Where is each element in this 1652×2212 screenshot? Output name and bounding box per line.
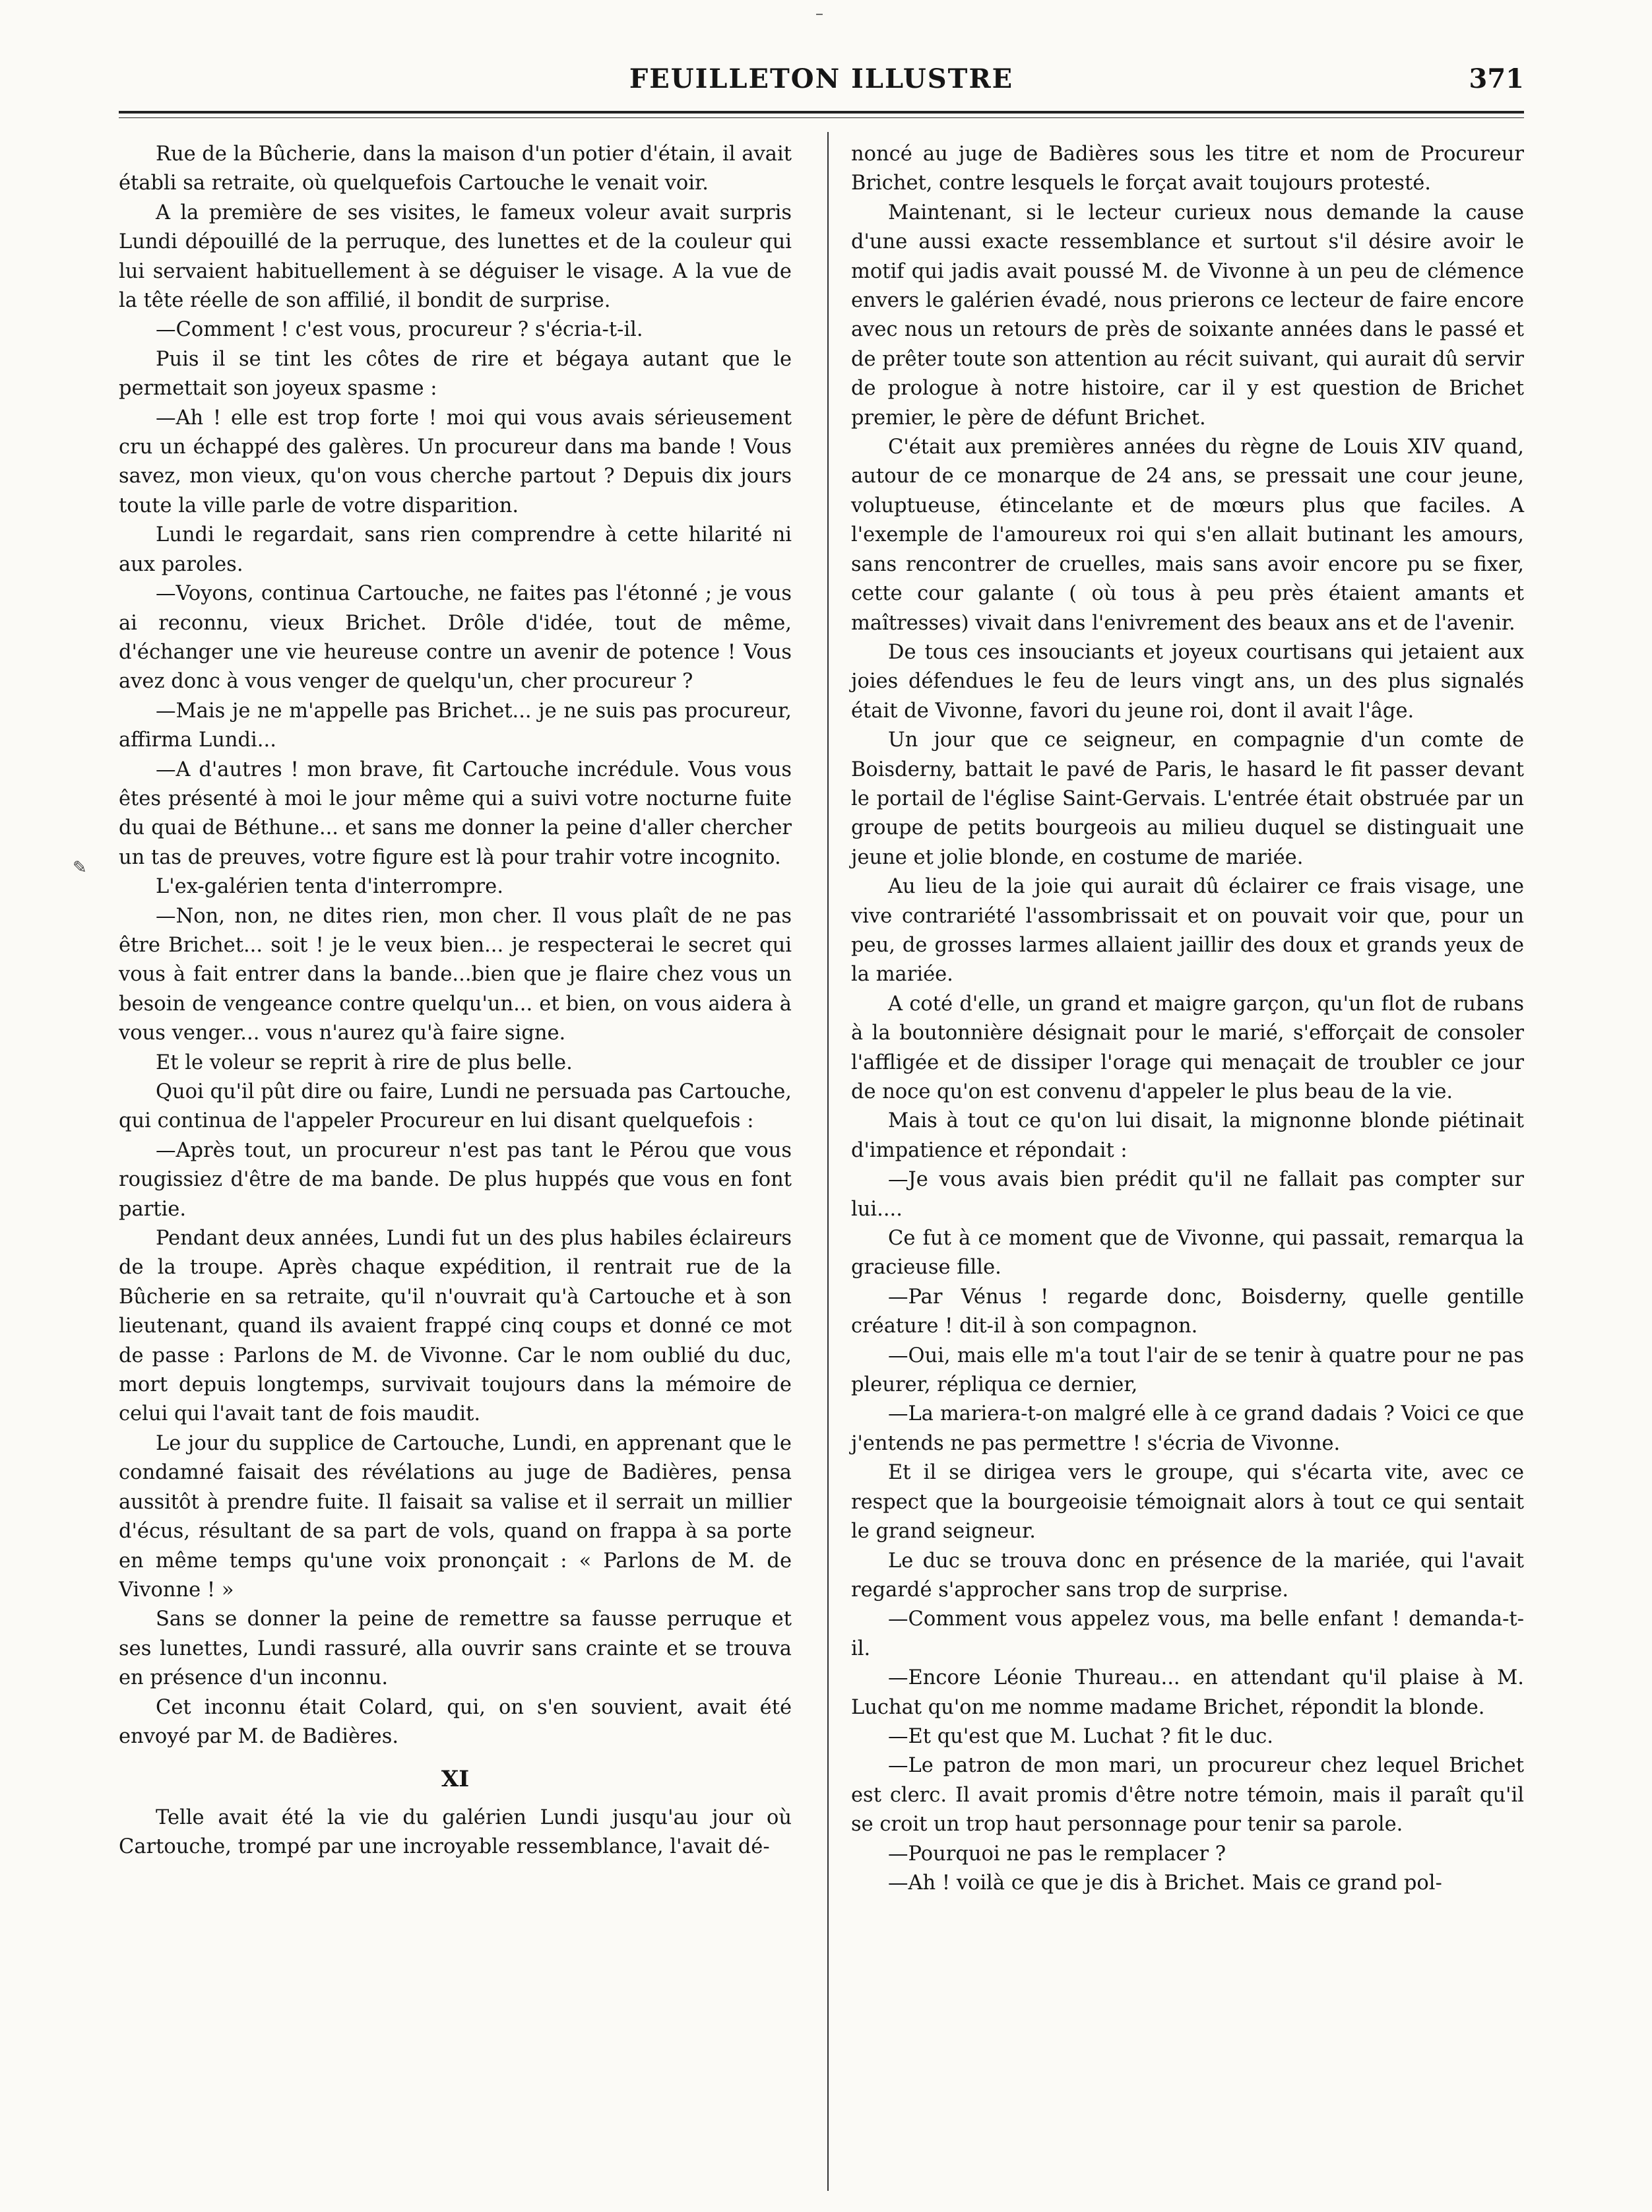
paragraph: Maintenant, si le lecteur curieux nous demande la cause d'une aussi exacte ressemblance et surtout s'il désire avoir le motif qui jadis avait poussé M. de Vivonne à un peu de clémence envers le galérien évadé, nous prierons ce lecteur de faire encore avec nous un retours de près de soixante années dans le passé et de prêter toute son attention au récit suivant, qui aurait dû servir de prologue à notre histoire, car il y est question de Brichet premier, le père de défunt Brichet. (851, 201, 1524, 430)
paragraph: Le duc se trouva donc en présence de la mariée, qui l'avait regardé s'approcher sans trop de surprise. (851, 1549, 1524, 1602)
paragraph: Au lieu de la joie qui aurait dû éclairer ce frais visage, une vive contrariété l'assombrissait et on pouvait voir que, pour un peu, de grosses larmes allaient jaillir des doux et grands yeux de la mariée. (851, 875, 1524, 987)
paragraph: Pendant deux années, Lundi fut un des plus habiles éclaireurs de la troupe. Après chaque expédition, il rentrait rue de la Bûcherie en sa retraite, qu'il n'ouvrait qu'à Cartouche et à son lieutenant, quand ils avaient frappé cinq coups et donné ce mot de passe : Parlons de M. de Vivonne. Car le nom oublié du duc, mort depuis longtemps, survivait toujours dans la mémoire de celui qui l'avait tant de fois maudit. (119, 1227, 792, 1426)
paragraph: C'était aux premières années du règne de Louis XIV quand, autour de ce monarque de 24 ans, se pressait une cour jeune, voluptueuse, étincelante et de mœurs plus que faciles. A l'exemple de l'amoureux roi qui s'en allait butinant les amours, sans rencontrer de cruelles, mais sans avoir encore pu se fixer, cette cour galante ( où tous à peu près étaient amants et maîtresses) vivait dans l'enivrement des beaux ans et de l'avenir. (851, 436, 1524, 635)
paragraph: Puis il se tint les côtes de rire et bégaya autant que le permettait son joyeux spasme : (119, 347, 792, 401)
paragraph: —Ah ! elle est trop forte ! moi qui vous avais sérieusement cru un échappé des galères. Un procureur dans ma bande ! Vous savez, mon vieux, qu'on vous cherche partout ? Depuis dix jours toute la ville parle de votre disparition. (119, 406, 792, 517)
column-divider (827, 132, 829, 2191)
paragraph: Quoi qu'il pût dire ou faire, Lundi ne persuada pas Cartouche, qui continua de l'appeler Procureur en lui disant quelquefois : (119, 1080, 792, 1133)
left-paragraphs (119, 140, 792, 1751)
margin-annotation: ✎ (73, 858, 87, 878)
left-after-heading (119, 1804, 792, 1862)
paragraph: —Mais je ne m'appelle pas Brichet... je ne suis pas procureur, affirma Lundi... (119, 699, 792, 752)
paragraph: —Après tout, un procureur n'est pas tant le Pérou que vous rougissiez d'être de ma bande. De plus huppés que vous en font partie. (119, 1138, 792, 1221)
paragraph: —Oui, mais elle m'a tout l'air de se tenir à quatre pour ne pas pleurer, répliqua ce dernier, (851, 1344, 1524, 1397)
paragraph: —Le patron de mon mari, un procureur chez lequel Brichet est clerc. Il avait promis d'être notre témoin, mais il paraît qu'il se croit un trop haut personnage pour tenir sa parole. (851, 1754, 1524, 1837)
paragraph: Rue de la Bûcherie, dans la maison d'un potier d'étain, il avait établi sa retraite, où quelquefois Cartouche le venait voir. (119, 143, 792, 195)
paragraph: noncé au juge de Badières sous les titre et nom de Procureur Brichet, contre lesquels le forçat avait toujours protesté. (851, 143, 1524, 195)
section-heading: XI (441, 1766, 470, 1793)
paragraph: Et le voleur se reprit à rire de plus belle. (156, 1051, 573, 1074)
paragraph: Le jour du supplice de Cartouche, Lundi, en apprenant que le condamné faisait des révélations au juge de Badières, pensa aussitôt à prendre fuite. Il faisait sa valise et il serrait un millier d'écus, résultant de sa part de vols, quand on frappa à sa porte en même temps qu'une voix prononçait : « Parlons de M. de Vivonne ! » (119, 1431, 792, 1602)
paragraph: —Voyons, continua Cartouche, ne faites pas l'étonné ; je vous ai reconnu, vieux Brichet. Drôle d'idée, tout de même, d'échanger une vie heureuse contre un avenir de potence ! Vous avez donc à vous venger de quelqu'un, cher procureur ? (119, 582, 792, 694)
paragraph: Lundi le regardait, sans rien comprendre à cette hilarité ni aux paroles. (119, 523, 792, 576)
top-dash-mark: – (815, 4, 823, 22)
left-column (119, 140, 792, 1862)
paragraph: Sans se donner la peine de remettre sa fausse perruque et ses lunettes, Lundi rassuré, alla ouvrir sans crainte et se trouva en présence d'un inconnu. (119, 1608, 792, 1690)
paragraph: —La mariera-t-on malgré elle à ce grand dadais ? Voici ce que j'entends ne pas permettre ! s'écria de Vivonne. (851, 1402, 1524, 1455)
paragraph: Mais à tout ce qu'on lui disait, la mignonne blonde piétinait d'impatience et répondait : (851, 1109, 1524, 1162)
paragraph: —Pourquoi ne pas le remplacer ? (888, 1842, 1226, 1866)
paragraph: —Ah ! voilà ce que je dis à Brichet. Mais ce grand pol- (888, 1871, 1442, 1895)
right-column (851, 140, 1524, 1898)
paragraph: Ce fut à ce moment que de Vivonne, qui passait, remarqua la gracieuse fille. (851, 1227, 1524, 1280)
paragraph: —Encore Léonie Thureau... en attendant qu'il plaise à M. Luchat qu'on me nomme madame Brichet, répondit la blonde. (851, 1666, 1524, 1719)
paragraph: —A d'autres ! mon brave, fit Cartouche incrédule. Vous vous êtes présenté à moi le jour même qui a suivi votre nocturne fuite du quai de Béthune... et sans me donner la peine d'aller chercher un tas de preuves, votre figure est là pour trahir votre incognito. (119, 758, 792, 869)
paragraph: A coté d'elle, un grand et maigre garçon, qu'un flot de rubans à la boutonnière désignait pour le marié, s'efforçait de consoler l'affligée et de dissiper l'orage qui menaçait de troubler ce jour de noce qu'on est convenu d'appeler le plus beau de la vie. (851, 992, 1524, 1103)
paragraph: A la première de ses visites, le fameux voleur avait surpris Lundi dépouillé de la perruque, des lunettes et de la couleur qui lui servaient habituellement à se déguiser le visage. A la vue de la tête réelle de son affilié, il bondit de surprise. (119, 201, 792, 313)
paragraph: Cet inconnu était Colard, qui, on s'en souvient, avait été envoyé par M. de Badières. (119, 1695, 792, 1748)
paragraph: Un jour que ce seigneur, en compagnie d'un comte de Boisderny, battait le pavé de Paris, le hasard le fit passer devant le portail de l'église Saint-Gervais. L'entrée était obstruée par un groupe de petits bourgeois au milieu duquel se distinguait une jeune et jolie blonde, en costume de mariée. (851, 729, 1524, 869)
paragraph: Telle avait été la vie du galérien Lundi jusqu'au jour où Cartouche, trompé par une incroyable ressemblance, l'avait dé- (119, 1805, 792, 1859)
page-header (119, 59, 1524, 106)
paragraph: De tous ces insouciants et joyeux courtisans qui jetaient aux joies défendues le feu de leurs vingt ans, un des plus signalés était de Vivonne, favori du jeune roi, dont il avait l'âge. (851, 640, 1524, 723)
paragraph: —Comment ! c'est vous, procureur ? s'écria-t-il. (156, 318, 643, 342)
paragraph: —Non, non, ne dites rien, mon cher. Il vous plaît de ne pas être Brichet... soit ! je le veux bien... je respecterai le secret qui vous à fait entrer dans la bande...bien que je flaire chez vous un besoin de vengeance contre quelqu'un... et bien, on vous aidera à vous venger... vous n'aurez qu'à faire signe. (119, 904, 792, 1045)
running-title: FEUILLETON ILLUSTRE (629, 63, 1014, 94)
paragraph: —Je vous avais bien prédit qu'il ne fallait pas compter sur lui.... (851, 1168, 1524, 1221)
header-rule-thin (119, 117, 1524, 118)
header-rule-thick (119, 111, 1524, 114)
page-number: 371 (1469, 63, 1524, 94)
paragraph: —Et qu'est que M. Luchat ? fit le duc. (888, 1724, 1273, 1748)
paragraph: Et il se dirigea vers le groupe, qui s'écarta vite, avec ce respect que la bourgeoisie témoignait alors à tout ce qui sentait le grand seigneur. (851, 1461, 1524, 1544)
paragraph: —Comment vous appelez vous, ma belle enfant ! demanda-t-il. (851, 1608, 1524, 1660)
right-paragraphs (851, 140, 1524, 1898)
paragraph: L'ex-galérien tenta d'interrompre. (156, 875, 503, 899)
paragraph: —Par Vénus ! regarde donc, Boisderny, quelle gentille créature ! dit-il à son compagnon. (851, 1285, 1524, 1338)
